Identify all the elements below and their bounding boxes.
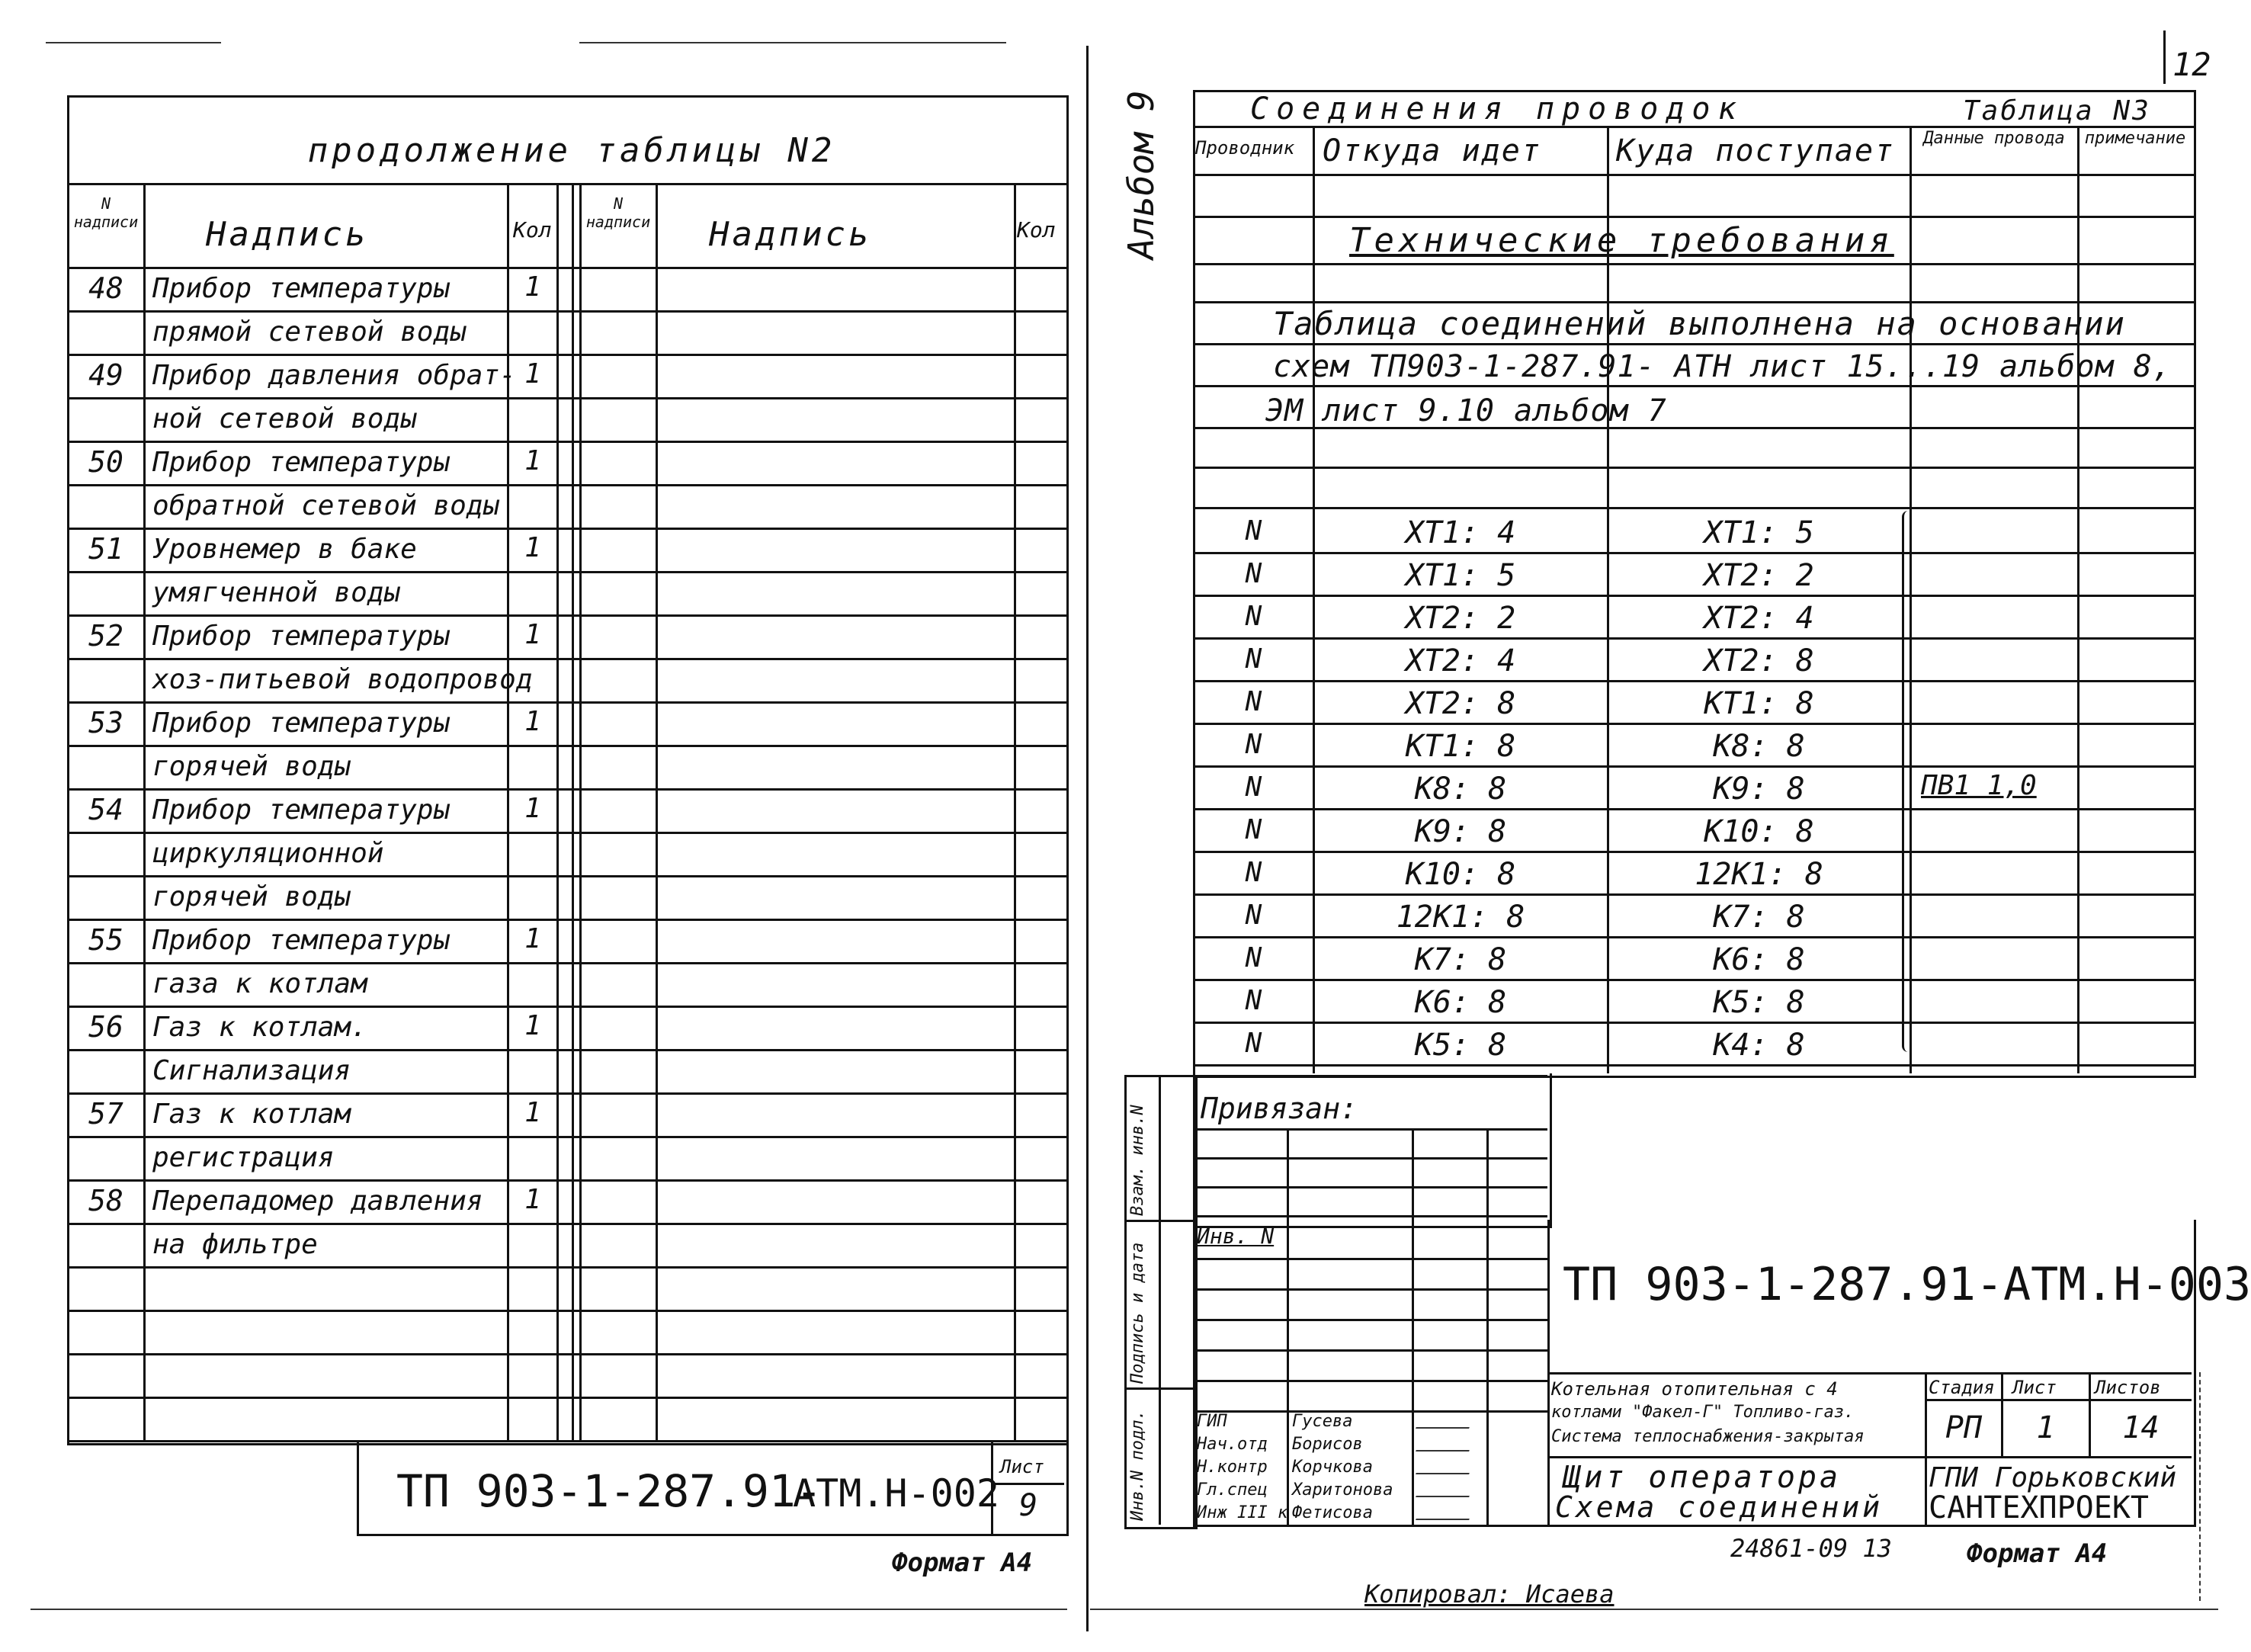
to-cell: XT2: 8 — [1704, 643, 1814, 678]
from-cell: K7: 8 — [1414, 942, 1507, 977]
signature-mark — [1416, 1416, 1473, 1429]
to-cell: K6: 8 — [1713, 942, 1805, 977]
sheet-header: Лист — [2012, 1377, 2057, 1398]
side-stamp-sign-date: Подпись и дата — [1128, 1242, 1147, 1384]
connection-divider — [1193, 723, 2194, 725]
header-num-2: N надписи — [585, 194, 651, 231]
from-cell: KT1: 8 — [1405, 729, 1516, 764]
signature-mark — [1416, 1462, 1473, 1474]
doc-title-1: Щит оператора — [1563, 1460, 1842, 1495]
row-qty: 1 — [524, 793, 541, 824]
row-label: Прибор давления обрат- — [152, 360, 516, 391]
signature-mark — [1416, 1508, 1473, 1520]
row-qty: 1 — [524, 1184, 541, 1215]
conductor-cell: N — [1245, 771, 1262, 803]
row-label: Газ к котлам. — [152, 1012, 367, 1043]
role-label: Гл.спец — [1197, 1480, 1268, 1500]
to-cell: KT1: 8 — [1704, 686, 1814, 721]
row-label: хоз-питьевой водопровод — [152, 664, 533, 695]
connection-divider — [1193, 893, 2194, 896]
row-label: умягченной воды — [152, 577, 401, 608]
left-doc-code: ТП 903-1-287.91- — [396, 1465, 822, 1517]
row-number: 55 — [88, 923, 123, 957]
tech-line-3: ЭМ лист 9.10 альбом 7 — [1265, 393, 1667, 428]
row-number: 53 — [88, 706, 123, 739]
row-qty: 1 — [524, 445, 541, 476]
stage-value: РП — [1945, 1410, 1983, 1445]
row-label: Газ к котлам — [152, 1099, 351, 1130]
role-name: Борисов — [1292, 1435, 1363, 1454]
grid-line — [1193, 301, 2194, 303]
left-doc-code-2: АТМ.Н-002 — [793, 1471, 999, 1516]
signature-mark — [1416, 1439, 1473, 1452]
role-name: Харитонова — [1292, 1480, 1393, 1500]
connection-divider — [1193, 1022, 2194, 1024]
connection-divider — [1193, 552, 2194, 554]
row-label: Прибор температуры — [152, 925, 451, 956]
sheet-value: 1 — [2036, 1410, 2055, 1445]
row-label: прямой сетевой воды — [152, 316, 467, 348]
side-stamp-inv-orig: Инв.N подл. — [1128, 1410, 1147, 1521]
row-qty: 1 — [524, 706, 541, 737]
row-label: обратной сетевой воды — [152, 490, 500, 521]
row-number: 48 — [88, 271, 123, 305]
conductor-cell: N — [1245, 857, 1262, 888]
role-name: Гусева — [1292, 1412, 1353, 1431]
grid-line — [1193, 467, 2194, 469]
row-label: ной сетевой воды — [152, 403, 417, 435]
role-label: ГИП — [1197, 1412, 1227, 1431]
from-cell: K9: 8 — [1414, 814, 1507, 849]
signature-mark — [1416, 1485, 1473, 1497]
row-label: горячей воды — [152, 881, 351, 913]
conductor-cell: N — [1245, 814, 1262, 845]
role-name: Корчкова — [1292, 1458, 1373, 1477]
to-cell: K10: 8 — [1704, 814, 1814, 849]
connection-divider — [1193, 979, 2194, 981]
grid-line — [1193, 263, 2194, 265]
row-qty: 1 — [524, 619, 541, 650]
wire-spec: ПВ1 1,0 — [1921, 770, 2037, 801]
from-cell: 12K1: 8 — [1396, 900, 1525, 935]
row-label: регистрация — [152, 1142, 335, 1173]
connection-divider — [1193, 851, 2194, 853]
row-label: Уровнемер в баке — [152, 534, 417, 565]
from-cell: XT1: 5 — [1405, 558, 1516, 593]
conductor-cell: N — [1245, 601, 1262, 632]
tech-title: Технические требования — [1349, 221, 1894, 260]
row-number: 52 — [88, 619, 123, 653]
from-cell: XT2: 8 — [1405, 686, 1516, 721]
conductor-cell: N — [1245, 515, 1262, 547]
role-label: Н.контр — [1197, 1458, 1268, 1477]
conductor-cell: N — [1245, 985, 1262, 1016]
row-number: 58 — [88, 1184, 123, 1217]
row-number: 50 — [88, 445, 123, 479]
row-label: циркуляционной — [152, 838, 384, 869]
archive-number: 24861-09 13 — [1730, 1534, 1892, 1563]
from-cell: K10: 8 — [1405, 857, 1516, 892]
header-wire-data: Данные провода — [1923, 129, 2065, 148]
header-label: Надпись — [206, 215, 369, 254]
conductor-cell: N — [1245, 643, 1262, 675]
header-num: N надписи — [73, 194, 139, 231]
from-cell: K6: 8 — [1414, 985, 1507, 1020]
from-cell: XT2: 4 — [1405, 643, 1516, 678]
row-label: Прибор температуры — [152, 447, 451, 478]
grid-line — [1193, 343, 2194, 345]
connection-divider — [1193, 765, 2194, 768]
conductor-cell: N — [1245, 1028, 1262, 1059]
row-number: 54 — [88, 793, 123, 826]
row-number: 51 — [88, 532, 123, 566]
right-doc-code: ТП 903-1-287.91-АТМ.Н-003 — [1563, 1258, 2251, 1311]
to-cell: XT2: 2 — [1704, 558, 1814, 593]
left-sheet-number: 9 — [1018, 1488, 1038, 1523]
row-label: на фильтре — [152, 1229, 318, 1260]
conductor-cell: N — [1245, 558, 1262, 589]
album-label: Альбом 9 — [1121, 90, 1162, 259]
row-qty: 1 — [524, 358, 541, 390]
header-qty: Кол — [513, 217, 552, 242]
connection-divider — [1193, 936, 2194, 938]
row-number: 49 — [88, 358, 123, 392]
to-cell: XT2: 4 — [1704, 601, 1814, 636]
page-number: 12 — [2172, 46, 2211, 83]
row-label: Прибор температуры — [152, 794, 451, 826]
connection-divider — [1193, 808, 2194, 810]
row-label: Прибор температуры — [152, 621, 451, 652]
org-line-1: ГПИ Горьковский — [1929, 1462, 2177, 1493]
conductor-cell: N — [1245, 900, 1262, 931]
tech-line-1: Таблица соединений выполнена на основании — [1273, 305, 2126, 342]
row-qty: 1 — [524, 532, 541, 563]
org-line-2: САНТЕХПРОЕКТ — [1929, 1490, 2149, 1525]
row-qty: 1 — [524, 923, 541, 954]
left-sheet-label: Лист — [1000, 1456, 1044, 1477]
header-conductor: Проводник — [1195, 137, 1295, 159]
row-label: горячей воды — [152, 751, 351, 782]
sheets-header: Листов — [2095, 1377, 2161, 1398]
row-label: Прибор температуры — [152, 707, 451, 739]
grid-line — [1193, 385, 2194, 387]
from-cell: K5: 8 — [1414, 1028, 1507, 1063]
to-cell: K5: 8 — [1713, 985, 1805, 1020]
row-number: 57 — [88, 1097, 123, 1131]
desc-line-3: Система теплоснабжения-закрытая — [1551, 1427, 1865, 1446]
header-note: примечание — [2084, 129, 2186, 148]
left-format: Формат А4 — [892, 1548, 1033, 1578]
desc-line-2: котлами "Факел-Г" Топливо-газ. — [1551, 1403, 1855, 1422]
binding-label: Привязан: — [1201, 1092, 1358, 1125]
row-label: Перепадомер давления — [152, 1185, 483, 1217]
connection-divider — [1193, 637, 2194, 640]
conductor-cell: N — [1245, 686, 1262, 717]
role-label: Нач.отд — [1197, 1435, 1268, 1454]
sheets-value: 14 — [2122, 1410, 2160, 1445]
left-title: продолжение таблицы N2 — [307, 131, 836, 170]
connection-divider — [1193, 595, 2194, 597]
header-label-2: Надпись — [709, 215, 872, 254]
connection-divider — [1193, 680, 2194, 682]
grid-line — [1193, 507, 2194, 509]
wire-bracket — [1902, 511, 1915, 1052]
header-qty-2: Кол — [1017, 217, 1056, 242]
grid-line — [1193, 216, 2194, 218]
row-label: Прибор температуры — [152, 273, 451, 304]
to-cell: K4: 8 — [1713, 1028, 1805, 1063]
to-cell: K8: 8 — [1713, 729, 1805, 764]
tech-line-2: схем ТП903-1-287.91- АТН лист 15...19 альбом 8, — [1273, 349, 2172, 384]
right-table-label: Таблица N3 — [1963, 95, 2151, 127]
row-label: газа к котлам — [152, 968, 367, 999]
row-qty: 1 — [524, 1010, 541, 1041]
to-cell: K7: 8 — [1713, 900, 1805, 935]
row-qty: 1 — [524, 271, 541, 303]
from-cell: XT2: 2 — [1405, 601, 1516, 636]
from-cell: XT1: 4 — [1405, 515, 1516, 550]
stage-header: Стадия — [1929, 1377, 1995, 1398]
row-number: 56 — [88, 1010, 123, 1044]
role-name: Фетисова — [1292, 1503, 1373, 1522]
side-stamp-replace-inv: Взам. инв.N — [1128, 1105, 1147, 1216]
right-title: Соединения проводок — [1250, 91, 1744, 127]
conductor-cell: N — [1245, 729, 1262, 760]
row-qty: 1 — [524, 1097, 541, 1128]
header-to: Куда поступает — [1616, 133, 1895, 168]
doc-title-2: Схема соединений — [1555, 1490, 1884, 1524]
desc-line-1: Котельная отопительная с 4 — [1551, 1378, 1838, 1400]
row-label: Сигнализация — [152, 1055, 351, 1086]
right-format: Формат А4 — [1967, 1538, 2108, 1569]
header-from: Откуда идет — [1323, 133, 1541, 168]
to-cell: 12K1: 8 — [1695, 857, 1823, 892]
role-label: Инж III к — [1197, 1503, 1288, 1522]
to-cell: XT1: 5 — [1704, 515, 1814, 550]
inv-label: Инв. N — [1197, 1224, 1275, 1249]
from-cell: K8: 8 — [1414, 771, 1507, 807]
to-cell: K9: 8 — [1713, 771, 1805, 807]
connection-divider — [1193, 1064, 2194, 1067]
copied-by: Копировал: Исаева — [1364, 1580, 1614, 1609]
conductor-cell: N — [1245, 942, 1262, 974]
